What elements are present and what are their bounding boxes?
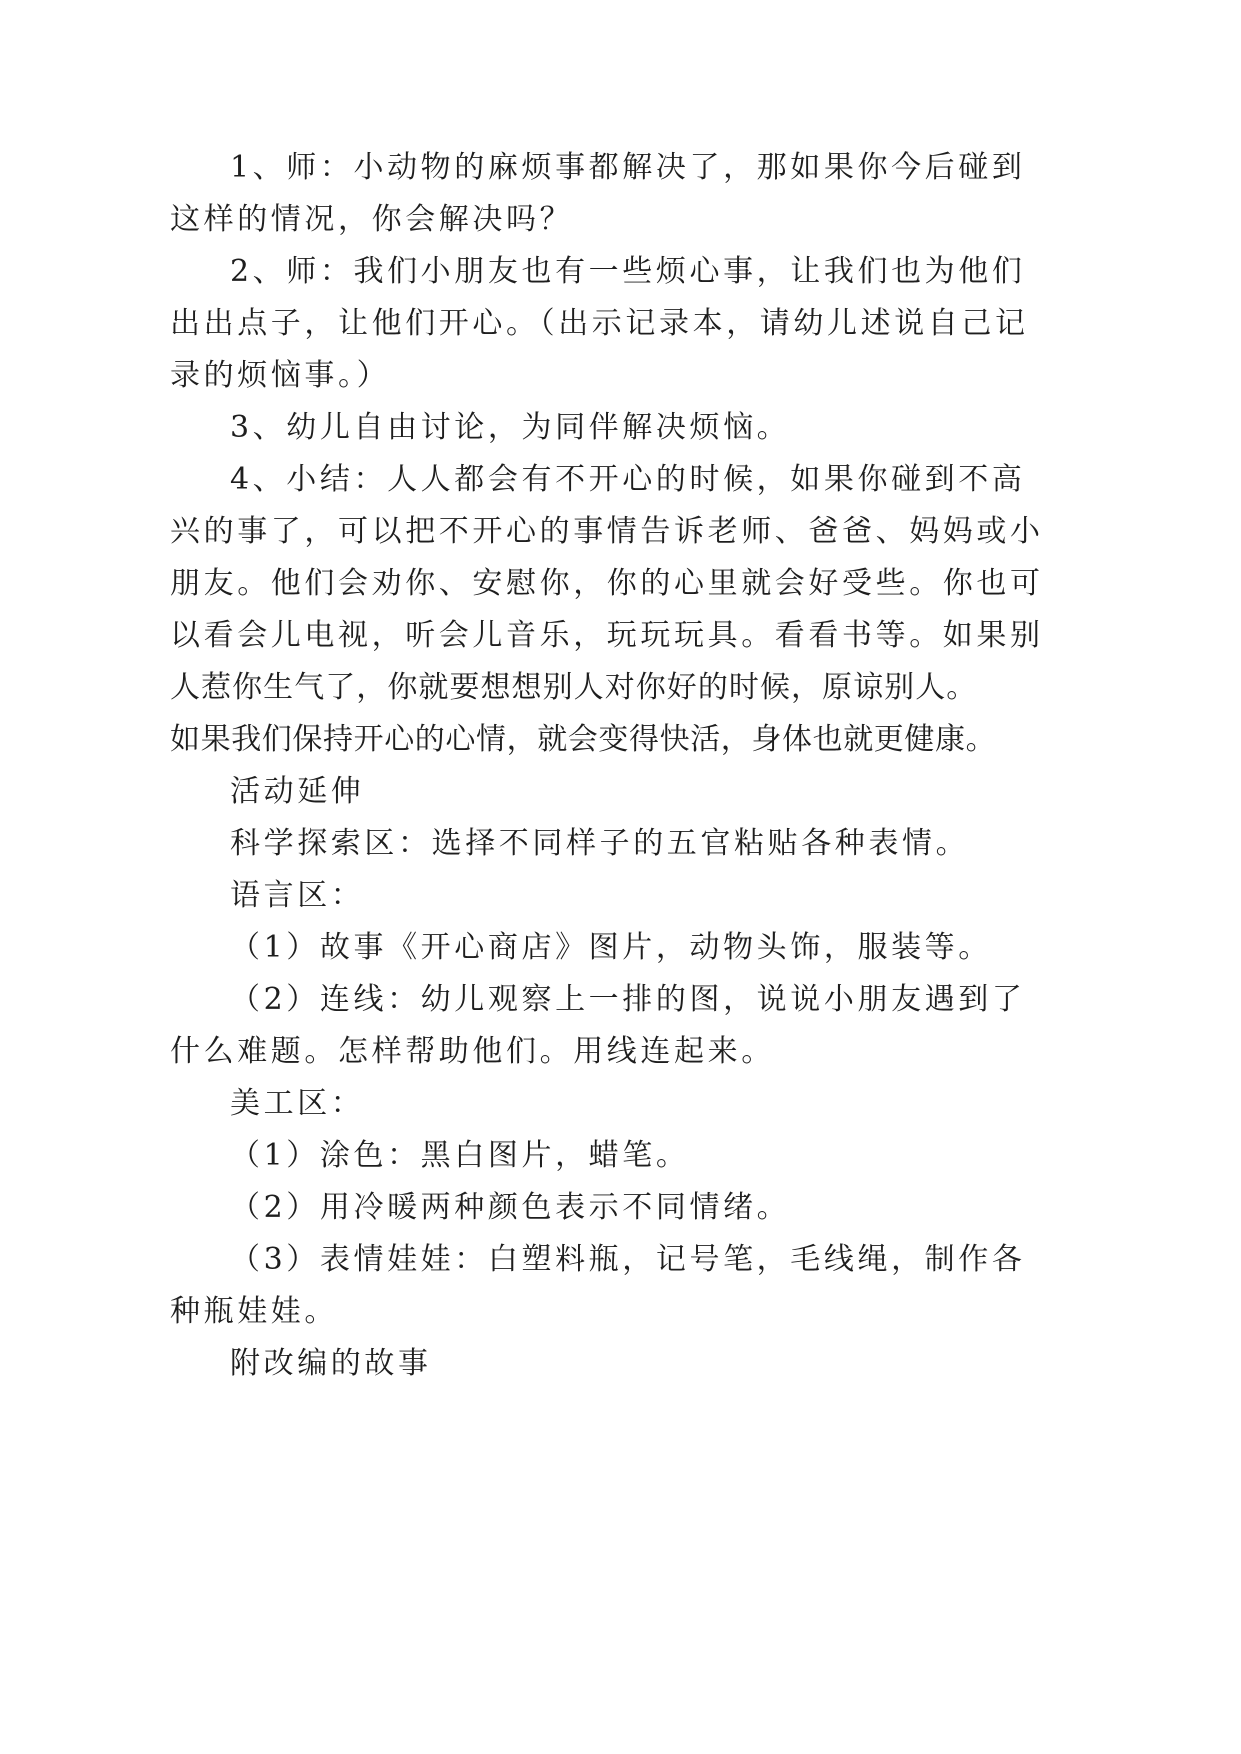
paragraph-line: 人惹你生气了，你就要想想别人对你好的时候，原谅别人。 (170, 670, 978, 705)
paragraph-line: （3）表情娃娃：白塑料瓶，记号笔，毛线绳，制作各 (230, 1242, 1026, 1277)
paragraph-line: 科学探索区：选择不同样子的五官粘贴各种表情。 (230, 826, 970, 861)
section-heading: 活动延伸 (230, 774, 365, 809)
paragraph-line: 以看会儿电视，听会儿音乐，玩玩玩具。看看书等。如果别 (170, 618, 1044, 653)
paragraph-line: 3、幼儿自由讨论，为同伴解决烦恼。 (230, 410, 791, 445)
paragraph-line: 种瓶娃娃。 (170, 1294, 338, 1329)
paragraph-line: （2）连线：幼儿观察上一排的图，说说小朋友遇到了 (230, 982, 1026, 1017)
paragraph-line: 兴的事了，可以把不开心的事情告诉老师、爸爸、妈妈或小 (170, 514, 1044, 549)
paragraph-line: （2）用冷暖两种颜色表示不同情绪。 (230, 1190, 791, 1225)
paragraph-line: 如果我们保持开心的心情，就会变得快活，身体也就更健康。 (170, 722, 997, 757)
paragraph-line: 2、师：我们小朋友也有一些烦心事，让我们也为他们 (230, 254, 1026, 289)
paragraph-line: 语言区： (230, 878, 365, 913)
paragraph-line: 什么难题。怎样帮助他们。用线连起来。 (170, 1034, 775, 1069)
paragraph-line: 美工区： (230, 1086, 365, 1121)
paragraph-line: 录的烦恼事。） (170, 358, 391, 393)
paragraph-line: 出出点子，让他们开心。（出示记录本，请幼儿述说自己记 (170, 306, 1029, 341)
paragraph-line: 这样的情况，你会解决吗？ (170, 202, 574, 237)
section-heading: 附改编的故事 (230, 1346, 432, 1381)
paragraph-line: （1）故事《开心商店》图片，动物头饰，服装等。 (230, 930, 992, 965)
paragraph-line: 4、小结：人人都会有不开心的时候，如果你碰到不高 (230, 462, 1026, 497)
paragraph-line: 1、师：小动物的麻烦事都解决了，那如果你今后碰到 (230, 150, 1026, 185)
paragraph-line: 朋友。他们会劝你、安慰你，你的心里就会好受些。你也可 (170, 566, 1044, 601)
paragraph-line: （1）涂色：黑白图片，蜡笔。 (230, 1138, 690, 1173)
